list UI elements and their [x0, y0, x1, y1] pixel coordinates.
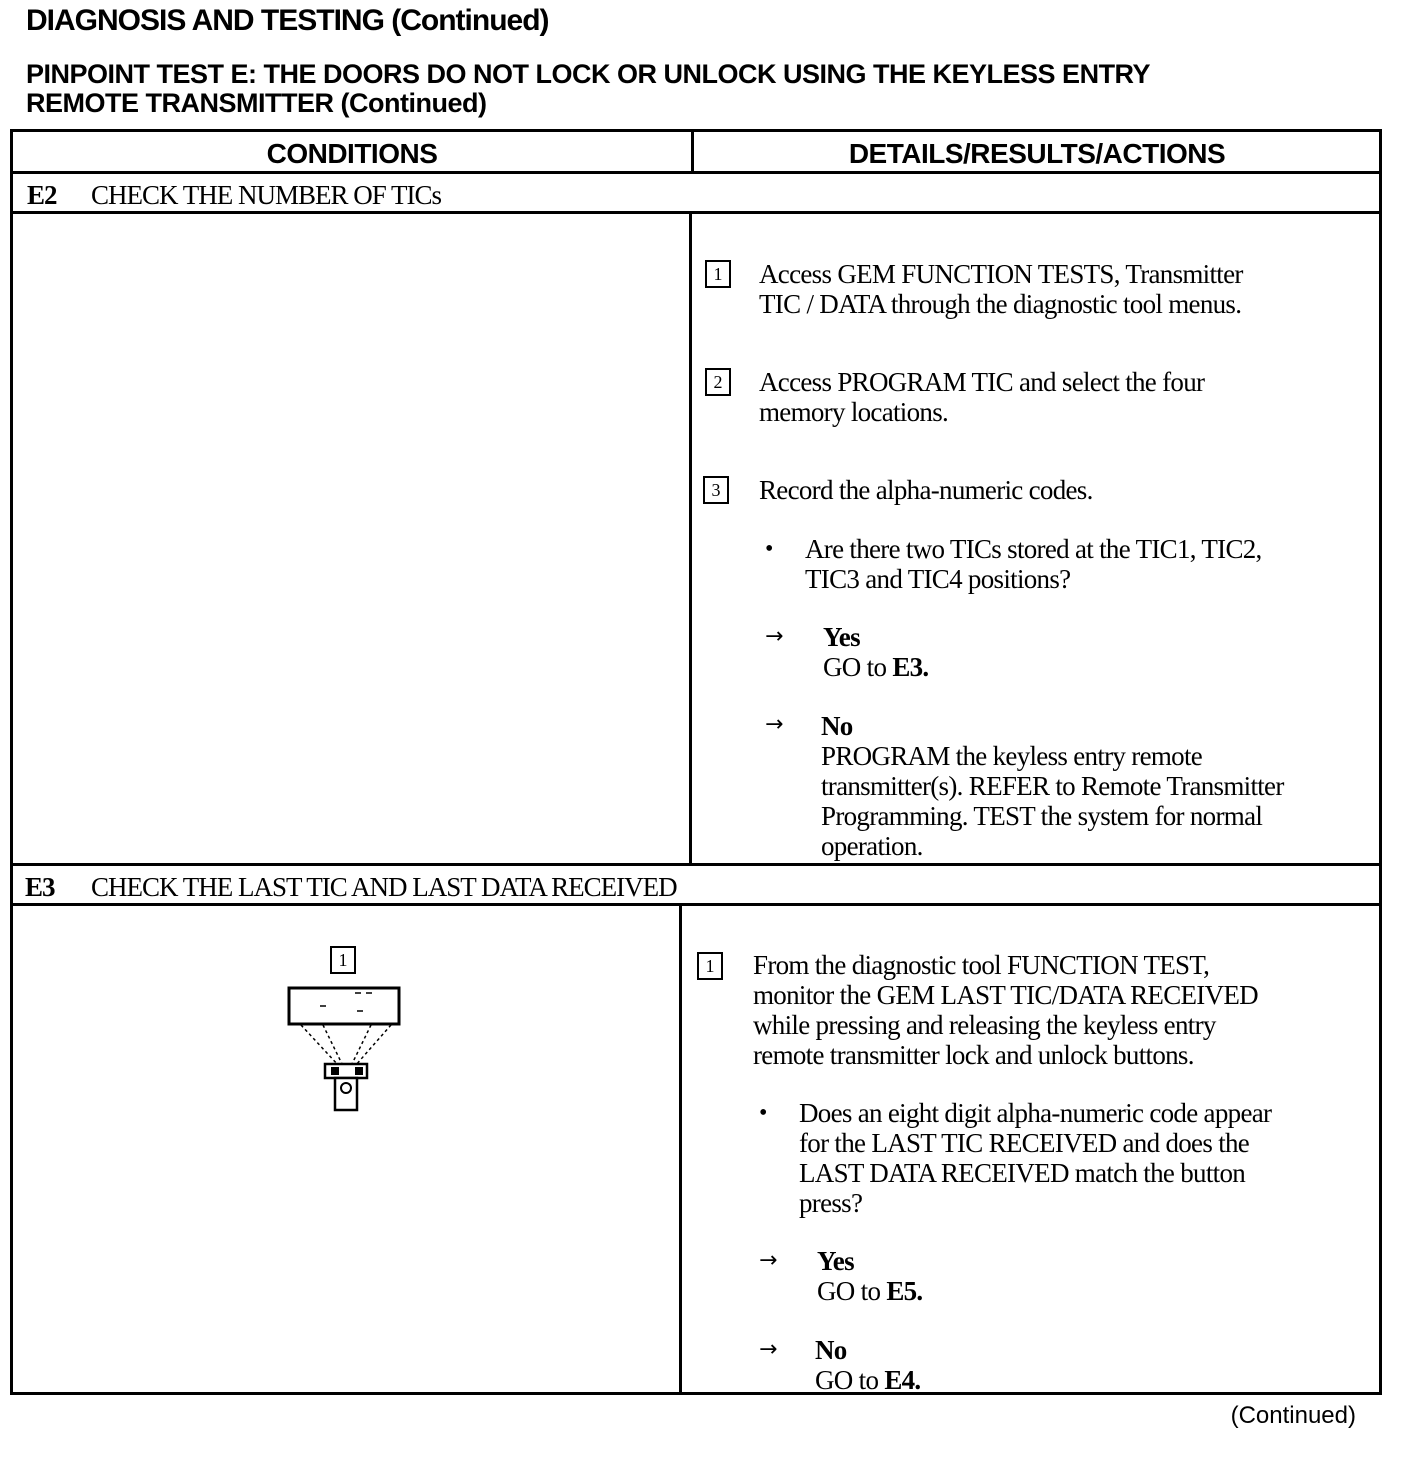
e2-step3-text: Record the alpha-numeric codes.: [759, 475, 1093, 505]
test-subtitle-line1: PINPOINT TEST E: THE DOORS DO NOT LOCK OR UNLOCK USING THE KEYLESS ENTRY: [26, 59, 1151, 89]
e3-question: Does an eight digit alpha-numeric code appear for the LAST TIC RECEIVED and does the LAST DATA RECEIVED match the button press?: [799, 1098, 1272, 1218]
section-row-e3: [13, 863, 1379, 906]
bullet-icon: •: [765, 536, 773, 562]
right-arrow-icon: →: [765, 712, 784, 737]
e3-step1-text: From the diagnostic tool FUNCTION TEST, monitor the GEM LAST TIC/DATA RECEIVED while pressing and releasing the keyless entry remote transmitter lock and unlock buttons.: [753, 950, 1258, 1070]
e3-step1-box: 1: [697, 952, 723, 980]
e2-column-divider: [689, 214, 692, 863]
section-row-e2: [13, 174, 1379, 214]
test-subtitle-line2: REMOTE TRANSMITTER (Continued): [26, 88, 487, 118]
bullet-icon: •: [759, 1100, 767, 1126]
section-title-e3: CHECK THE LAST TIC AND LAST DATA RECEIVED: [91, 872, 677, 902]
e3-yes-result: Yes GO to E5.: [817, 1246, 923, 1306]
e3-column-divider: [679, 906, 682, 1395]
e3-illustration-step-box: 1: [330, 946, 356, 974]
test-subtitle: [26, 60, 1150, 118]
page-title: DIAGNOSIS AND TESTING (Continued): [26, 4, 549, 37]
e2-step1-text: Access GEM FUNCTION TESTS, Transmitter TIC / DATA through the diagnostic tool menus.: [759, 259, 1243, 319]
right-arrow-icon: →: [759, 1337, 778, 1362]
e2-step2-text: Access PROGRAM TIC and select the four memory locations.: [759, 367, 1205, 427]
e2-yes-result: Yes GO to E3.: [823, 622, 929, 682]
scan-tool-with-transmitter-icon: [273, 980, 423, 1115]
section-id-e2: E2: [27, 180, 57, 210]
table-header-row: [13, 132, 1379, 174]
e2-step1-box: 1: [705, 260, 731, 288]
e2-no-result: No PROGRAM the keyless entry remote transmitter(s). REFER to Remote Transmitter Programming. TEST the system for normal operation.: [821, 711, 1284, 861]
continued-label: (Continued): [1230, 1402, 1356, 1429]
e2-question: Are there two TICs stored at the TIC1, TIC2, TIC3 and TIC4 positions?: [805, 534, 1262, 594]
conditions-column-header: CONDITIONS: [266, 138, 438, 169]
e2-step2-box: 2: [705, 368, 731, 396]
pinpoint-test-table: [10, 129, 1382, 1395]
e2-step3-box: 3: [703, 476, 729, 504]
right-arrow-icon: →: [759, 1248, 778, 1273]
right-arrow-icon: →: [765, 624, 784, 649]
section-id-e3: E3: [25, 872, 55, 902]
e3-no-result: No GO to E4.: [815, 1335, 921, 1395]
section-title-e2: CHECK THE NUMBER OF TICs: [91, 180, 442, 210]
details-column-header: DETAILS/RESULTS/ACTIONS: [848, 138, 1226, 169]
